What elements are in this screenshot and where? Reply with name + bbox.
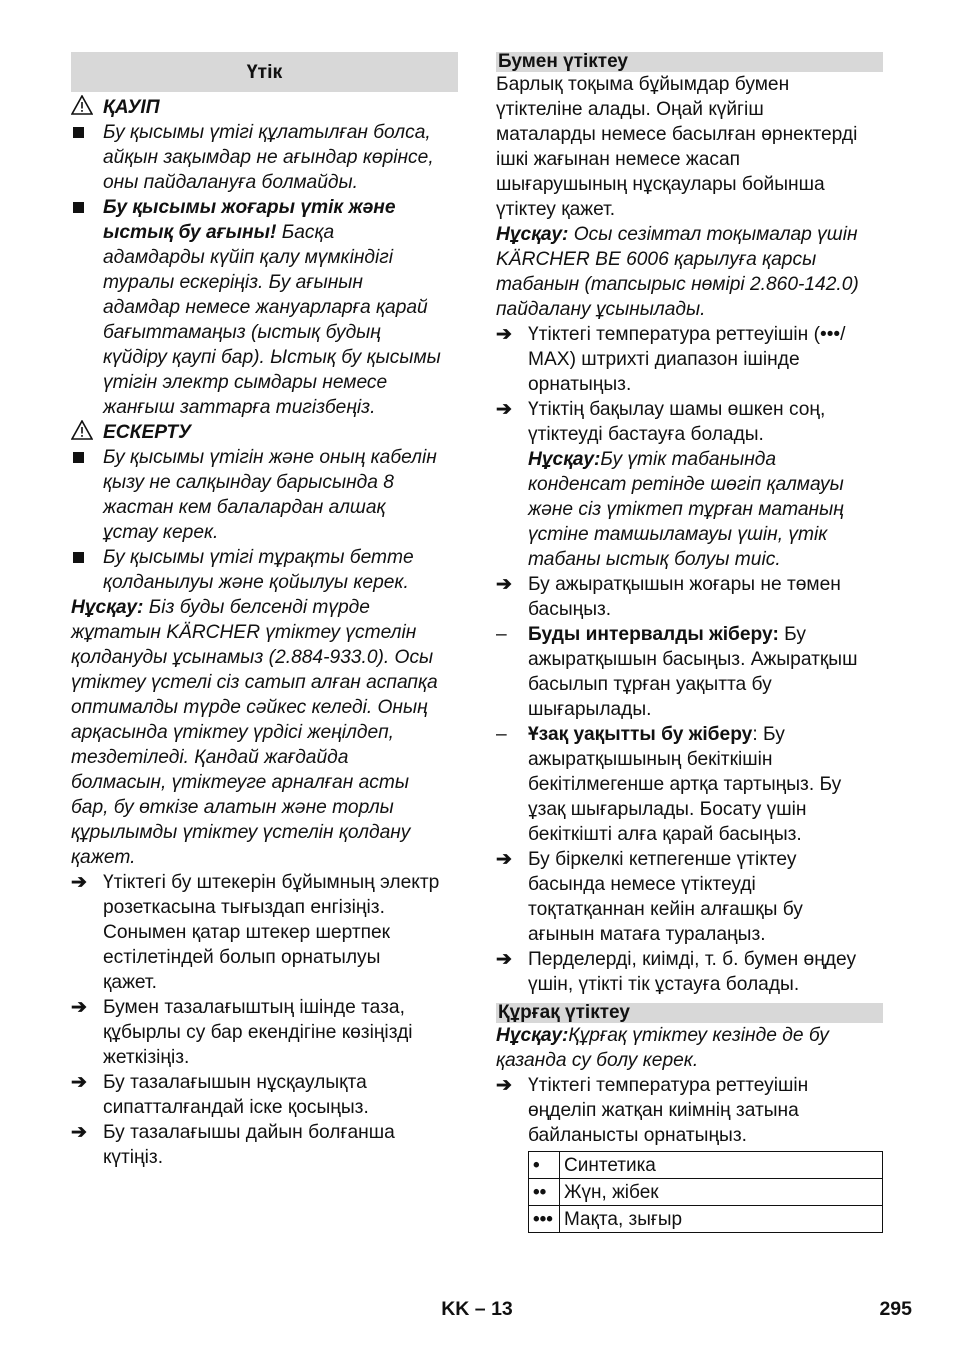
text-line: табаны ыстық болуы тиіс. [528, 549, 781, 570]
step-item [496, 397, 883, 572]
text-line: естілетіндей болып орнатылуы [103, 947, 381, 968]
arrow-right-icon: ➔ [496, 574, 512, 595]
text-line: бар, бу өткізе алатын және торлы [71, 797, 394, 818]
arrow-right-icon: ➔ [496, 399, 512, 420]
text-line: және сіз үтіктеп тұрған матаның [528, 499, 844, 520]
text-line: Бумен тазалағыштың ішінде таза, [103, 997, 405, 1018]
text-line: Үтіктегі температура реттеуішін [528, 1075, 809, 1096]
step-item [496, 572, 883, 622]
text-line: розеткасына тығыздап енгізіңіз. [103, 897, 385, 918]
text-line: орнатыңыз. [528, 374, 632, 395]
text-line: маталарды немесе басылған өрнектерді [496, 124, 858, 145]
step-item [71, 995, 458, 1070]
text-line: MAX) штрихті диапазон ішінде [528, 349, 800, 370]
text-line: тездетіледі. Қандай жағдайда [71, 747, 349, 768]
text-line: болмасын, үтіктеуге арналған асты [71, 772, 409, 793]
arrow-right-icon: ➔ [496, 949, 512, 970]
dash-bullet: – [496, 724, 507, 745]
dash-item [496, 722, 883, 847]
text-line: оптималды түрде сәйкес келеді. Оның [71, 697, 428, 718]
step-item [496, 1073, 883, 1148]
text-line: байланысты орнатыңыз. [528, 1125, 747, 1146]
text-fragment: Басқа [276, 222, 335, 243]
text-line: өңделіп жатқан киімнің затына [528, 1100, 799, 1121]
text-line: басыңыз. [528, 599, 612, 620]
square-bullet-icon [73, 127, 84, 138]
text-line: үстіне тамшыламауы үшін, үтік [528, 524, 828, 545]
danger-bullet-1 [71, 120, 458, 195]
text-line: қызу не салқындау барысында 8 [103, 472, 394, 493]
arrow-right-icon: ➔ [71, 1072, 87, 1093]
warning-triangle-icon [71, 420, 93, 447]
text-line: ішкі жағынан немесе жасап [496, 149, 741, 170]
text-fragment: Бу үтік табанында [600, 449, 777, 470]
step-item [71, 1070, 458, 1120]
text-line: бекіткішті алға қарай басыңыз. [528, 824, 802, 845]
table-cell-dots: ••• [529, 1206, 560, 1233]
section-header-iron: Үтік [71, 52, 458, 92]
text-line: ағынын матаға туралаңыз. [528, 924, 766, 945]
text-line: Үтіктегі температура реттеуішін (•••/ [528, 324, 846, 345]
text-line: үтіктеу үстелі сіз сатып алған аспапқа [71, 672, 438, 693]
text-line: үшін, үтікті тік ұстауға болады. [528, 974, 800, 995]
caution-bullet-2 [71, 545, 458, 595]
note-label: Нұсқау: [528, 449, 601, 470]
text-line: Бу ажыратқышын жоғары не төмен [528, 574, 841, 595]
table-row [529, 1179, 883, 1206]
text-line: Перделерді, киімді, т. б. бумен өңдеу [528, 949, 857, 970]
text-line: үтіктеу қажет. [496, 199, 616, 220]
temperature-table [528, 1151, 883, 1233]
text-line: адамдарды күйіп қалу мүмкіндігі [103, 247, 394, 268]
danger-bullet-2 [71, 195, 458, 420]
table-cell-dots: •• [529, 1179, 560, 1206]
note-label: Нұсқау: [496, 224, 569, 245]
caution-bullet-1 [71, 445, 458, 545]
text-fragment: Құрғақ үтіктеу кезінде де бу [568, 1025, 829, 1046]
text-line: бағыттамаңыз (ыстық будың [103, 322, 381, 343]
dash-item [496, 622, 883, 722]
text-line: Бу біркелкі кетпегенше үтіктеу [528, 849, 797, 870]
text-line: оны пайдалануға болмайды. [103, 172, 358, 193]
text-line: пайдалану ұсынылады. [496, 299, 706, 320]
text-line: үтіктеліне алады. Оңай күйгіш [496, 99, 764, 120]
text-line: Үтіктегі бу штекерін бұйымның электр [103, 872, 440, 893]
step-item [71, 1120, 458, 1170]
text-line: Сонымен қатар штекер шертпек [103, 922, 391, 943]
text-line: күтіңіз. [103, 1147, 164, 1168]
text-line: қолдануды ұсынамыз (2.884-933.0). Осы [71, 647, 434, 668]
square-bullet-icon [73, 452, 84, 463]
arrow-right-icon: ➔ [71, 997, 87, 1018]
text-line: ұстау керек. [103, 522, 219, 543]
text-line: конденсат ретінде шөгіп қалмауы [528, 474, 844, 495]
intro-paragraph [496, 72, 883, 222]
arrow-right-icon: ➔ [496, 1075, 512, 1096]
text-line: ажыратқышын басыңыз. Ажыратқыш [528, 649, 858, 670]
arrow-right-icon: ➔ [71, 1122, 87, 1143]
danger-title: ҚАУІП [103, 97, 160, 118]
text-line: құрылымды үтіктеу үстелін қолдану [71, 822, 411, 843]
text-line: айқын зақымдар не ағындар көрінсе, [103, 147, 434, 168]
section-header-dry-ironing: Құрғақ үтіктеу [496, 1003, 883, 1023]
table-cell-fabric: Жүн, жібек [560, 1179, 883, 1206]
arrow-right-icon: ➔ [496, 849, 512, 870]
text-line: бекітілмегенше артқа тартыңыз. Бу [528, 774, 842, 795]
caution-title: ЕСКЕРТУ [103, 422, 192, 443]
text-fragment: : Бу [752, 724, 785, 745]
text-line: ажыратқышының бекіткішін [528, 749, 773, 770]
text-line: жанғыш заттарға тигізбеңіз. [103, 397, 376, 418]
text-line: адамдар немесе жануарларға қарай [103, 297, 428, 318]
table-cell-fabric: Мақта, зығыр [560, 1206, 883, 1233]
note-label: Нұсқау: [496, 1025, 569, 1046]
text-line: арқасында үтіктеу үрдісі жеңілдеп, [71, 722, 395, 743]
text-line: құбырлы су бар екендігіне көзіңізді [103, 1022, 413, 1043]
note-label: Нұсқау: [71, 597, 144, 618]
left-column [71, 52, 458, 1170]
text-line: шығарылады. [528, 699, 652, 720]
page-number: 295 [879, 1298, 912, 1320]
text-line: жұтатын KÄRCHER үтіктеу үстелін [71, 622, 417, 643]
text-line: Бу тазалағышын нұсқаулықта [103, 1072, 367, 1093]
text-line: KÄRCHER BE 6006 қарылуға қарсы [496, 249, 817, 270]
arrow-right-icon: ➔ [71, 872, 87, 893]
text-fragment: Осы сезімтал тоқымалар үшін [568, 224, 858, 245]
text-line: жастан кем балалардан алшақ [103, 497, 386, 518]
bold-phrase: Ұзақ уақытты бу жіберу [528, 724, 753, 745]
text-line: Бу қысымы жоғары үтік және [103, 197, 396, 218]
step-item [496, 947, 883, 997]
text-line: Бу қысымы үтігі құлатылған болса, [103, 122, 431, 143]
text-line: Бу қысымы үтігі тұрақты бетте [103, 547, 414, 568]
text-line: тоқтатқаннан кейін алғашқы бу [528, 899, 803, 920]
step-item [496, 322, 883, 397]
text-line: жеткізіңіз. [103, 1047, 190, 1068]
text-line: Бу тазалағышы дайын болғанша [103, 1122, 395, 1143]
text-line: күйдіру қаупі бар). Ыстық бу қысымы [103, 347, 441, 368]
arrow-right-icon: ➔ [496, 324, 512, 345]
text-line: қажет. [103, 972, 157, 993]
text-line: сипатталғандай іске қосыңыз. [103, 1097, 369, 1118]
right-column [496, 52, 883, 1233]
caution-heading [71, 420, 458, 445]
table-cell-dots: • [529, 1152, 560, 1179]
bold-phrase: ыстық бу ағыны! [103, 222, 277, 243]
note-paragraph [496, 1023, 883, 1073]
text-line: қазанда су болу керек. [496, 1050, 699, 1071]
table-row [529, 1152, 883, 1179]
text-line: басылып тұрған уақытта бу [528, 674, 772, 695]
text-line: Үтіктің бақылау шамы өшкен соң, [528, 399, 826, 420]
warning-triangle-icon [71, 95, 93, 122]
text-fragment: Бу [778, 624, 806, 645]
step-item [496, 847, 883, 947]
text-line: туралы ескеріңіз. Бу ағынын [103, 272, 363, 293]
text-line: Бу қысымы үтігін және оның кабелін [103, 447, 437, 468]
footer-section-label: KK – 13 [441, 1298, 513, 1320]
note-paragraph [71, 595, 458, 870]
text-line: қолданылуы және қойылуы керек. [103, 572, 409, 593]
text-line: табанын (тапсырыс нөмірі 2.860-142.0) [496, 274, 859, 295]
dash-bullet: – [496, 624, 507, 645]
text-line: ұзақ шығарылады. Босату үшін [528, 799, 807, 820]
text-line: Барлық тоқыма бұйымдар бумен [496, 74, 790, 95]
section-header-steam-ironing: Бумен үтіктеу [496, 52, 883, 72]
square-bullet-icon [73, 202, 84, 213]
text-line: үтіктеуді бастауға болады. [528, 424, 764, 445]
text-line: басында немесе үтіктеуді [528, 874, 756, 895]
text-line: қажет. [71, 847, 136, 868]
text-line: шығарушының нұсқаулары бойынша [496, 174, 825, 195]
table-cell-fabric: Синтетика [560, 1152, 883, 1179]
text-line: үтігін электр сымдары немесе [103, 372, 388, 393]
table-row [529, 1206, 883, 1233]
note-paragraph [496, 222, 883, 322]
square-bullet-icon [73, 552, 84, 563]
danger-heading [71, 95, 458, 120]
text-fragment: Біз буды белсенді түрде [143, 597, 370, 618]
step-item [71, 870, 458, 995]
bold-phrase: Буды интервалды жіберу: [528, 624, 779, 645]
